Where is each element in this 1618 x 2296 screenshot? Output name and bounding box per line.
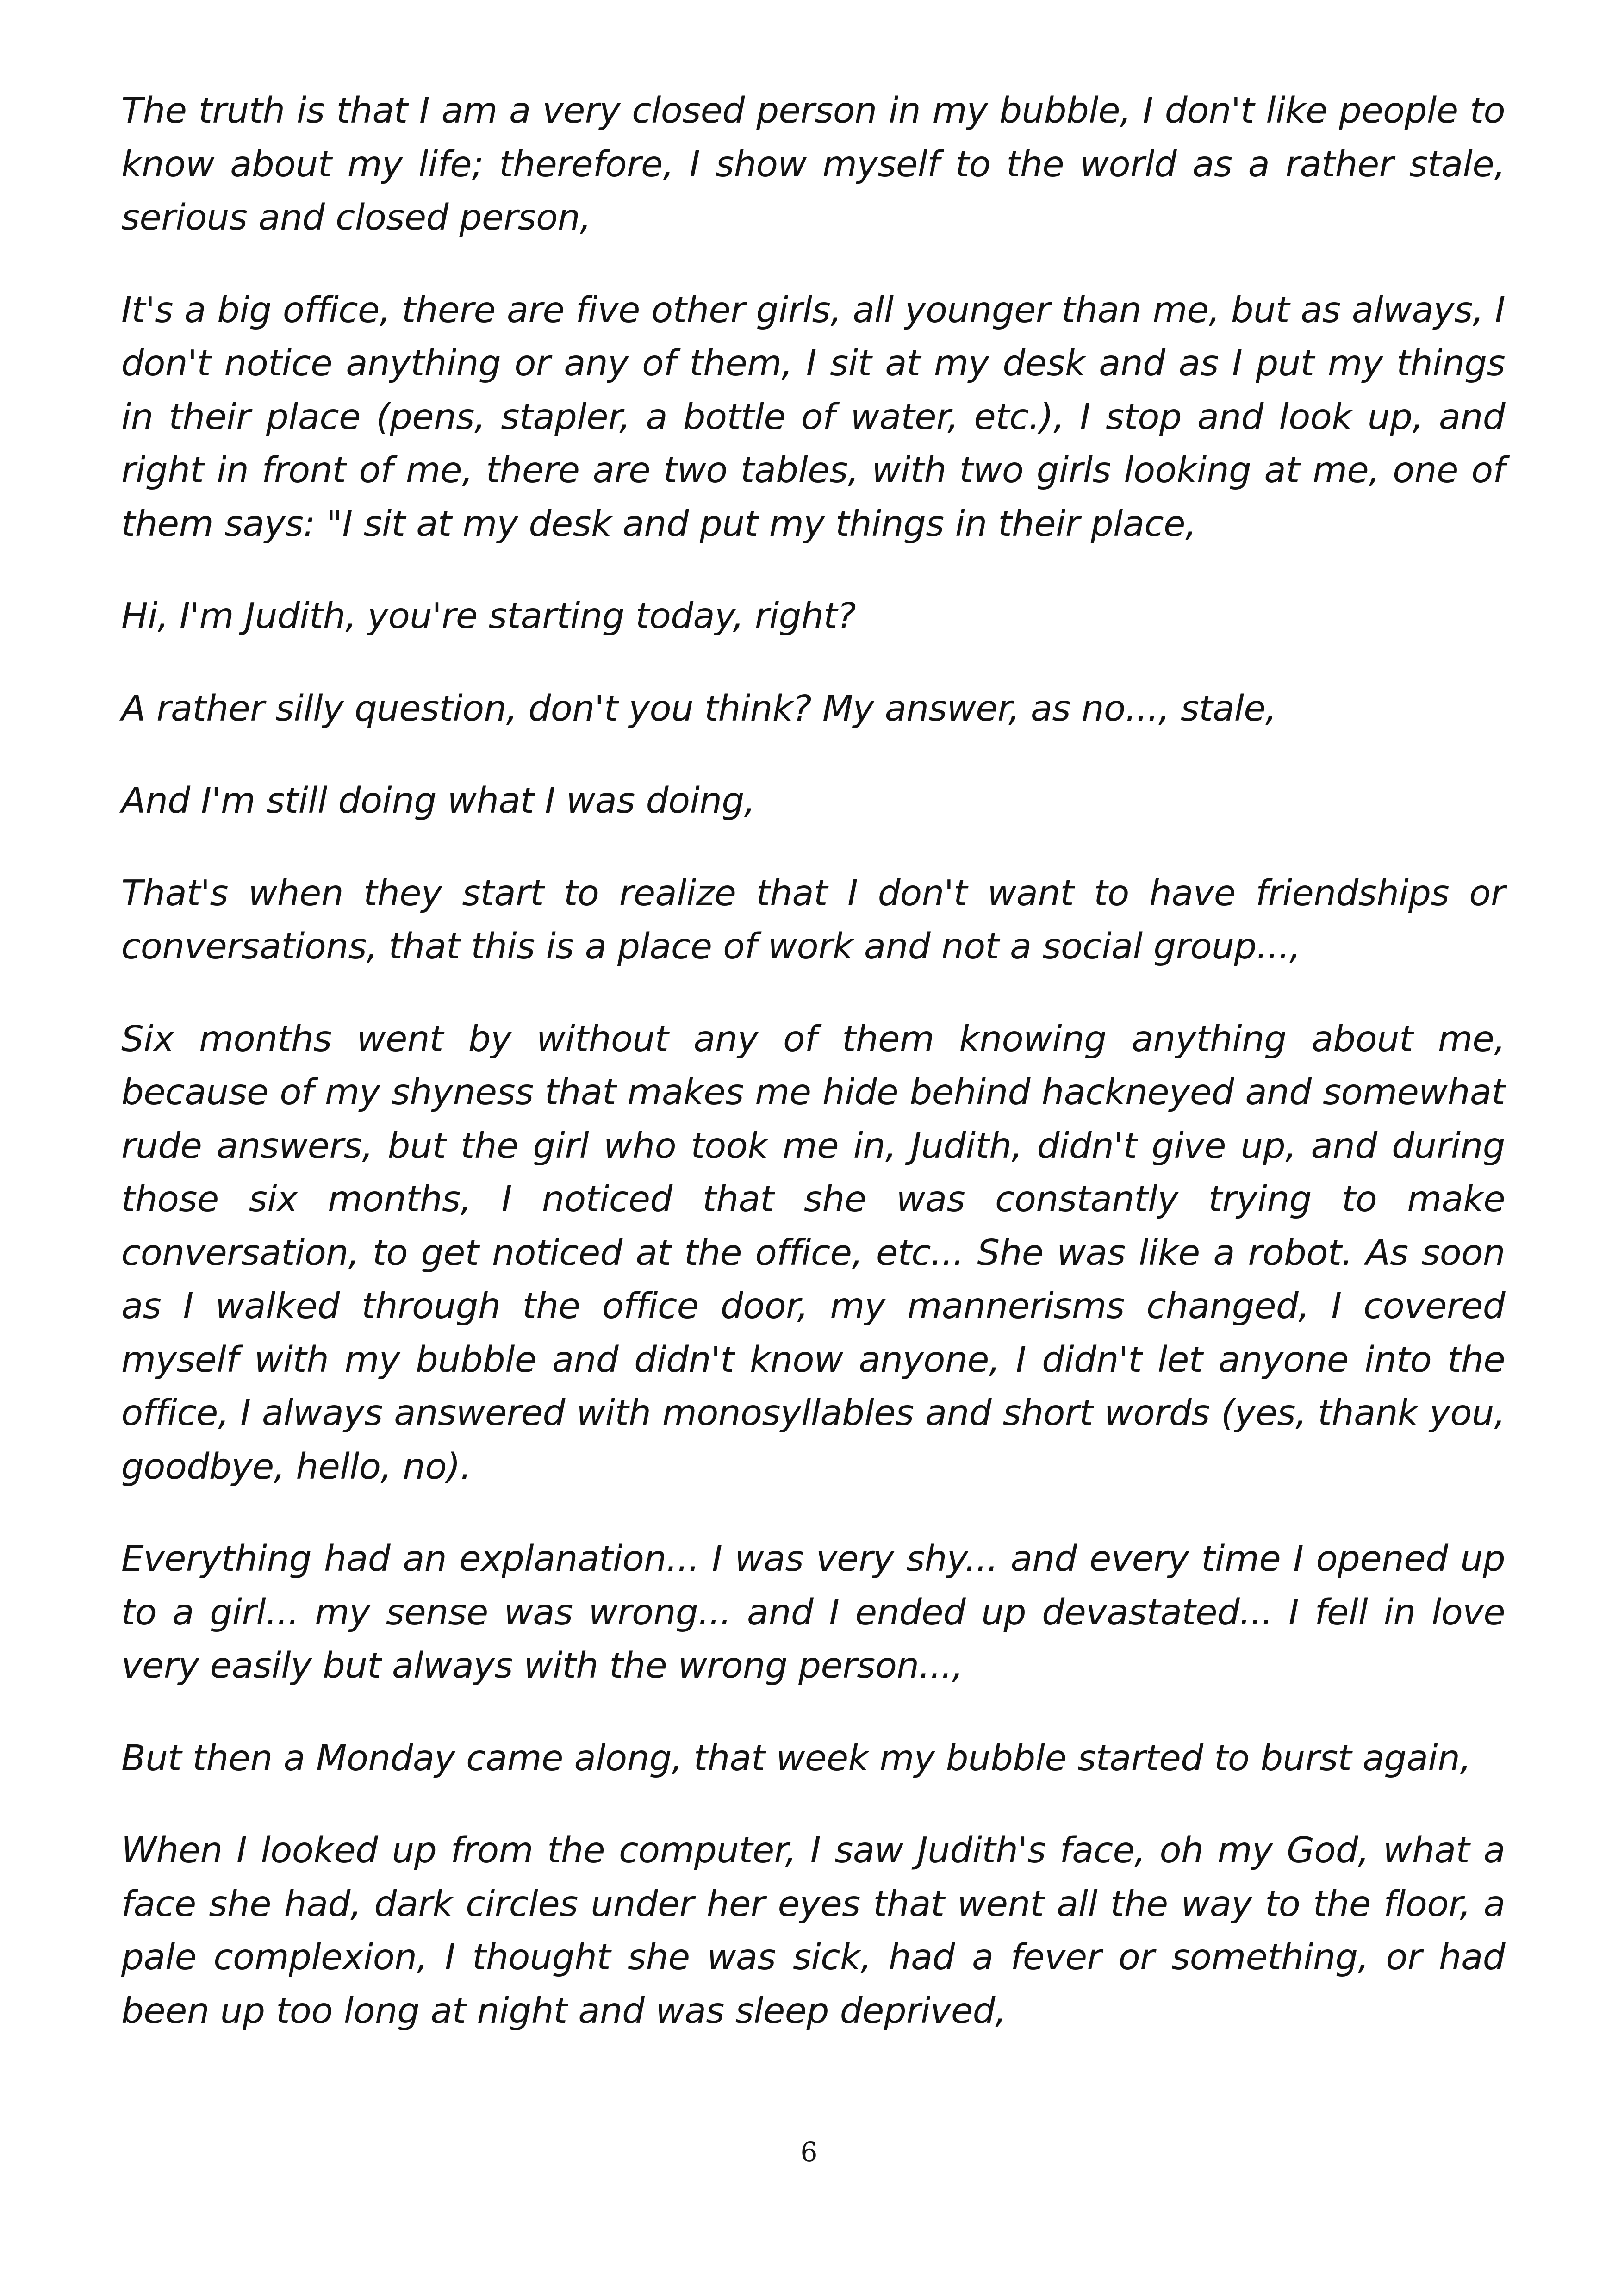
paragraph: That's when they start to realize that I don't want to have friendships or conversations, that this is a place of work and not a social group...,: [121, 872, 1505, 967]
paragraph: The truth is that I am a very closed person in my bubble, I don't like people to know about my life; therefore, I show myself to the world as a rather stale, serious and closed person,: [121, 90, 1505, 238]
paragraph: A rather silly question, don't you think? My answer, as no..., stale,: [121, 688, 1277, 729]
page-number: 6: [800, 2136, 818, 2168]
paragraph: Everything had an explanation... I was very shy... and every time I opened up to a girl... my sense was wrong... and I ended up devastated... I fell in love very easily but always with the wrong person...,: [121, 1538, 1505, 1686]
paragraph: It's a big office, there are five other girls, all younger than me, but as always, I don't notice anything or any of them, I sit at my desk and as I put my things in their place (pens, stapler, a bottle of water, etc.), I stop and look up, and right in front of me, there are two tables, with two girls looking at me, one of them says: "I sit at my desk and put my things in their place,: [121, 289, 1505, 545]
paragraph: Hi, I'm Judith, you're starting today, right?: [121, 596, 856, 637]
paragraph: Six months went by without any of them knowing anything about me, because of my shyness that makes me hide behind hackneyed and somewhat rude answers, but the girl who took me in, Judith, didn't give up, and during those six months, I noticed that she was constantly trying to make conversation, to get noticed at the office, etc... She was like a robot. As soon as I walked through the office door, my mannerisms changed, I covered myself with my bubble and didn't know anyone, I didn't let anyone into the office, I always answered with monosyllables and short words (yes, thank you, goodbye, hello, no).: [121, 1018, 1505, 1487]
paragraph: When I looked up from the computer, I saw Judith's face, oh my God, what a face she had, dark circles under her eyes that went all the way to the floor, a pale complexion, I thought she was sick, had a fever or something, or had been up too long at night and was sleep deprived,: [121, 1830, 1505, 2032]
paragraph: And I'm still doing what I was doing,: [121, 780, 755, 821]
paragraph: But then a Monday came along, that week my bubble started to burst again,: [121, 1737, 1471, 1779]
body-text: [121, 84, 1505, 2038]
